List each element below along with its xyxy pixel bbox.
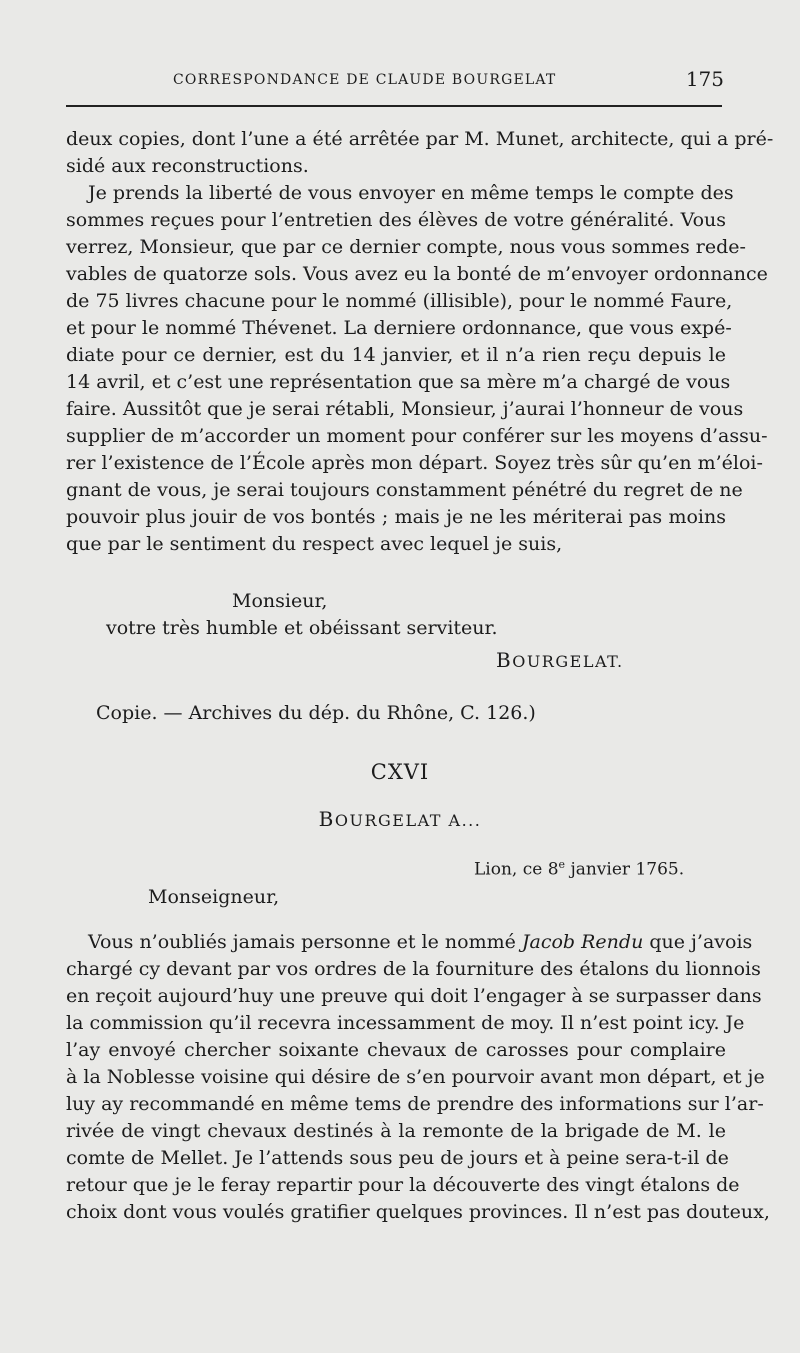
text-line: retour que je le feray repartir pour la découverte des vingt étalons de [66,1174,740,1196]
page-number: 175 [685,67,724,91]
text-line: faire. Aussitôt que je serai rétabli, Monsieur, j’aurai l’honneur de vous [66,398,744,420]
text-line: chargé cy devant par vos ordres de la fourniture des étalons du lionnois [66,958,761,980]
text-line: pouvoir plus jouir de vos bontés ; mais je ne les mériterai pas moins [66,506,726,528]
text-line: deux copies, dont l’une a été arrêtée par M. Munet, architecte, qui a pré- [66,128,774,150]
text-line: sidé aux reconstructions. [66,155,309,177]
letter-number: CXVI [370,760,430,784]
heading-rest: OURGELAT A... [334,811,482,830]
text-line: verrez, Monsieur, que par ce dernier compte, nous vous sommes rede- [66,236,746,258]
dateline [474,858,684,880]
text-line: diate pour ce dernier, est du 14 janvier, et il n’a rien reçu depuis le [66,344,726,366]
dateline-after: janvier 1765. [565,859,685,880]
running-title: CORRESPONDANCE DE CLAUDE BOURGELAT [173,72,557,88]
letter2-body [66,929,770,1226]
text-line: l’ay envoyé chercher soixante chevaux de carosses pour complaire [66,1039,726,1061]
header-rule [66,105,722,107]
letter-heading [0,807,800,831]
text-line: rivée de vingt chevaux destinés à la remonte de la brigade de M. le [66,1120,726,1142]
source-note: Copie. — Archives du dép. du Rhône, C. 126.) [96,702,536,724]
text-line: supplier de m’accorder un moment pour conférer sur les moyens d’assu- [66,425,768,447]
person-name: Jacob Rendu [521,931,644,953]
text-line: la commission qu’il recevra incessamment de moy. Il n’est point icy. Je [66,1012,745,1034]
text-line: luy ay recommandé en même tems de prendre des informations sur l’ar- [66,1093,764,1115]
text-line: comte de Mellet. Je l’attends sous peu de jours et à peine sera-t-il de [66,1147,729,1169]
signature-rest: OURGELAT. [512,652,624,671]
signature-initial: B [496,648,513,672]
dateline-before: Lion, ce 8 [474,859,559,880]
text-line: choix dont vous voulés gratifier quelques provinces. Il n’est pas douteux, [66,1201,770,1223]
salutation: Monseigneur, [148,886,280,908]
text-line: vables de quatorze sols. Vous avez eu la bonté de m’envoyer ordonnance [66,263,768,285]
text-line: que par le sentiment du respect avec lequel je suis, [66,533,563,555]
signature [496,648,624,672]
text-line: sommes reçues pour l’entretien des élèves de votre généralité. Vous [66,209,726,231]
line1-b: que j’avois [643,931,753,953]
text-line: gnant de vous, je serai toujours constamment pénétré du regret de ne [66,479,743,501]
text-line: à la Noblesse voisine qui désire de s’en pourvoir avant mon départ, et je [66,1066,765,1088]
text-line: rer l’existence de l’École après mon départ. Soyez très sûr qu’en m’éloi- [66,452,763,474]
heading-initial: B [318,807,335,831]
text-line: en reçoit aujourd’huy une preuve qui doit l’engager à se surpasser dans [66,985,762,1007]
letter1-body [66,126,774,558]
text-line [66,929,753,956]
text-line: Je prends la liberté de vous envoyer en même temps le compte des [88,182,734,204]
text-line: et pour le nommé Thévenet. La derniere ordonnance, que vous expé- [66,317,732,339]
text-line: de 75 livres chacune pour le nommé (illisible), pour le nommé Faure, [66,290,733,312]
text-line: 14 avril, et c’est une représentation que sa mère m’a chargé de vous [66,371,731,393]
page-header [66,66,726,96]
closing-formula: votre très humble et obéissant serviteur. [106,617,498,639]
line1-a: Vous n’oubliés jamais personne et le nommé [88,931,522,953]
dateline-sup: e [558,858,566,871]
closing-salutation: Monsieur, [232,590,328,612]
